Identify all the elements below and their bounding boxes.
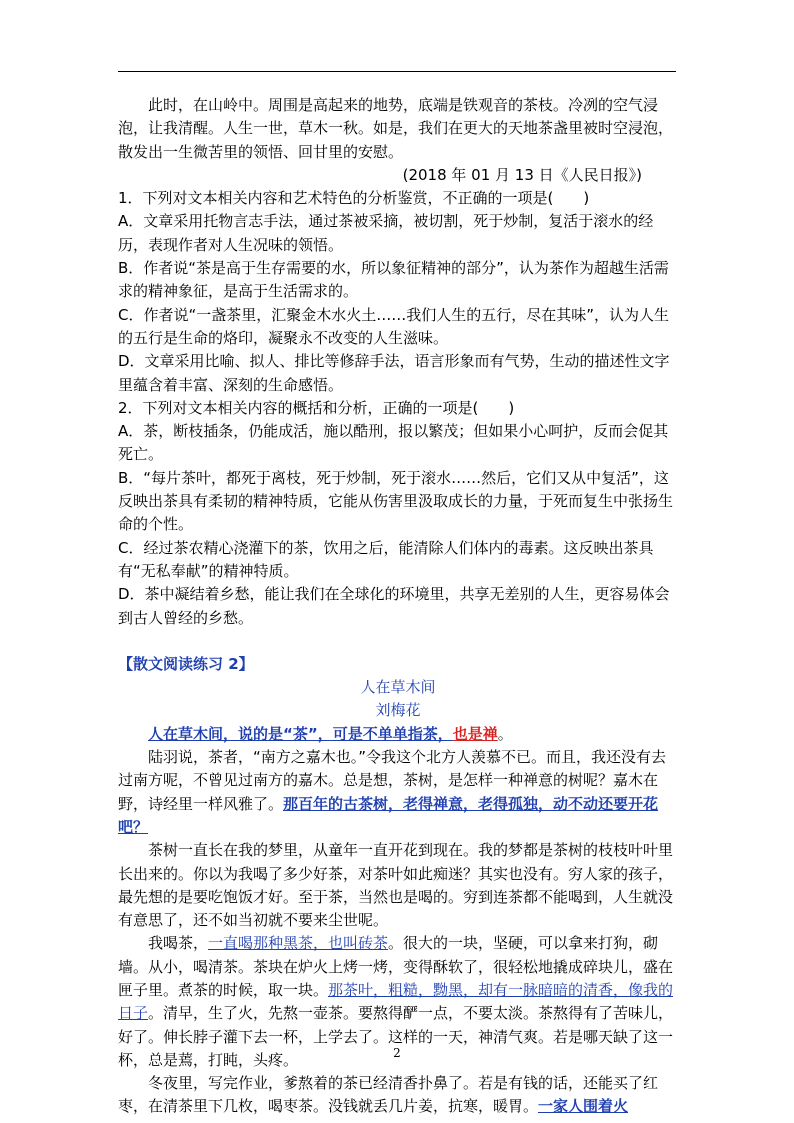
question-2-option-a: A．茶，断枝插条，仍能成活，施以酷刑，报以繁茂；但如果小心呵护，反而会促其死亡。 <box>118 422 669 464</box>
essay-title: 人在草木间 <box>360 678 436 697</box>
section-heading: 【散文阅读练习 2】 <box>118 654 254 673</box>
paragraph-text: 我喝茶， <box>148 934 209 953</box>
question-1-option-b: B．作者说“茶是高于生存需要的水，所以象征精神的部分”，认为茶作为超越生活需求的精神象征，是高于生活需求的。 <box>118 259 669 301</box>
question-2-stem: 2．下列对文本相关内容的概括和分析，正确的一项是( ) <box>118 398 515 417</box>
passage1-closing-paragraph: 此时，在山岭中。周围是高起来的地势，底端是铁观音的茶枝。冷冽的空气浸泡，让我清醒。人生一世，草木一秋。如是，我们在更大的天地茶盏里被时空浸泡，散发出一生微苦里的领悟、回甘里的安慰。 <box>118 96 674 161</box>
question-2-option-c: C．经过茶农精心浇灌下的茶，饮用之后，能清除人们体内的毒素。这反映出茶具有“无私奉献”的精神特质。 <box>118 538 654 580</box>
highlight-ancient-tea-tree: 那百年的古茶树，老得禅意，老得孤独，动不动还要开花吧？ <box>118 794 659 836</box>
question-1-option-a: A．文章采用托物言志手法，通过茶被采摘，被切割，死于炒制，复活于滚水的经历，表现作者对人生况味的领悟。 <box>118 212 654 254</box>
paragraph-text: 陆羽说，茶者，“南方之嘉木也。”令我这个北方人羡慕不已。而且，我还没有去过南方呢，不曾见过南方的嘉木。总是想，茶树，是怎样一种禅意的树呢？嘉木在野，诗经里一样风雅了。 <box>118 748 667 813</box>
question-1-option-c: C．作者说“一盏茶里，汇聚金木水火土……我们人生的五行，尽在其味”，认为人生的五行是生命的烙印，凝聚永不改变的人生滋味。 <box>118 305 670 347</box>
paragraph-text: 。很大的一块，坚硬，可以拿来打狗，砌墙。从小，喝清茶。茶块在炉火上烤一烤，变得酥软了，很轻松地撬成碎块儿，盛在匣子里。煮茶的时候，取一块。 <box>118 934 674 999</box>
essay-paragraph-1 <box>118 746 678 839</box>
highlight-family-fire: 一家人围着火 <box>538 1097 629 1116</box>
highlight-zen: 也是禅 <box>452 724 498 743</box>
question-1-option-d: D．文章采用比喻、拟人、排比等修辞手法，语言形象而有气势，生动的描述性文字里蕴含着丰富、深刻的生命感悟。 <box>118 352 670 394</box>
essay-author: 刘梅花 <box>375 701 421 720</box>
essay-paragraph-4 <box>118 1072 678 1119</box>
paragraph-end-mark: 。 <box>497 724 513 743</box>
page-content <box>118 94 678 1119</box>
highlight-black-tea: 一直喝那种黑茶，也叫砖茶 <box>208 934 389 953</box>
highlight-tea-leaves: 那茶叶，粗糙，黝黑，却有一脉暗暗的清香，像我的日子 <box>118 980 674 1023</box>
paragraph-text: 冬夜里，写完作业，爹熬着的茶已经清香扑鼻了。若是有钱的话，还能买了红枣，在清茶里下几枚，喝枣茶。没钱就丢几片姜，抗寒，暖胃。 <box>118 1074 659 1116</box>
header-rule <box>118 71 676 72</box>
section-spacer <box>118 630 678 653</box>
question-2-option-d: D．茶中凝结着乡愁，能让我们在全球化的环境里，共享无差别的人生，更容易体会到古人曾经的乡愁。 <box>118 585 670 627</box>
page-number: 2 <box>393 1046 401 1060</box>
passage1-source: (2018 年 01 月 13 日《人民日报》) <box>402 165 642 184</box>
essay-paragraph-0 <box>118 723 678 746</box>
question-2-option-b: B．“每片茶叶，都死于离枝，死于炒制，死于滚水……然后，它们又从中复活”，这反映出茶具有柔韧的精神特质，它能从伤害里汲取成长的力量，于死而复生中张扬生命的个性。 <box>118 468 674 534</box>
highlight-thesis: 人在草木间，说的是“茶”，可是不单单指茶， <box>148 724 453 743</box>
essay-paragraph-2: 茶树一直长在我的梦里，从童年一直开花到现在。我的梦都是茶树的枝枝叶叶里长出来的。你以为我喝了多少好茶，对茶叶如此痴迷？其实也没有。穷人家的孩子，最先想的是要吃饱饭才好。至于茶，当然也是喝的。穷到连茶都不能喝到，人生就没有意思了，还不如当初就不要来尘世呢。 <box>118 841 674 930</box>
question-1-stem: 1．下列对文本相关内容和艺术特色的分析鉴赏，不正确的一项是( ) <box>118 189 590 208</box>
paragraph-text: 。清早，生了火，先熬一壶茶。要熬得酽一点，不要太淡。茶熬得有了苦味儿，好了。伸长脖子灌下去一杯，上学去了。这样的一天，神清气爽。若是哪天缺了这一杯，总是蔫，打盹，头疼。 <box>118 1004 674 1069</box>
